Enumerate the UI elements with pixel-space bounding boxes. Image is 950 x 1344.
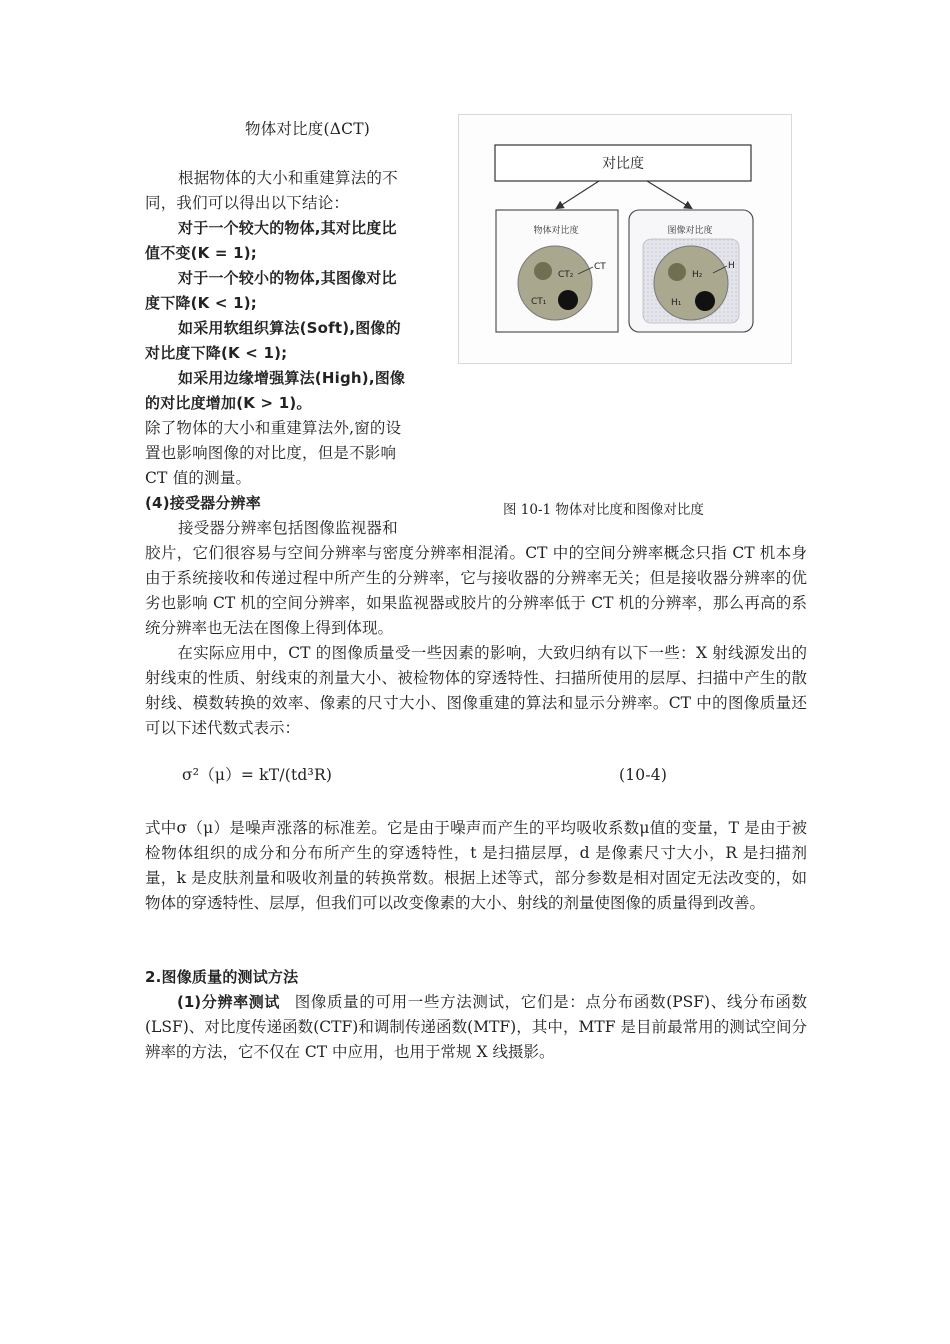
image-h1-dot [695, 291, 715, 311]
conclusion-3-line-1: 如采用软组织算法(Soft),图像的 [178, 319, 401, 337]
image-phantom-circle [654, 246, 728, 320]
conclusion-2-line-2: 度下降(K < 1); [145, 294, 257, 312]
image-h2-label: H₂ [692, 270, 703, 280]
formula-number: (10-4) [619, 766, 668, 784]
factors-text: 在实际应用中，CT 的图像质量受一些因素的影响，大致归纳有以下一些：X 射线源发出的射线束的性质、射线束的剂量大小、被检物体的穿透特性、扫描所使用的层厚、扫描中产生的散射线、模数转换的效率、像素的尺寸大小、图像重建的算法和显示分辨率。CT 中的图像质量还可以下述代数式表示： [145, 644, 807, 737]
image-contrast-box-title: 图像对比度 [667, 226, 713, 236]
object-ct2-dot [534, 262, 552, 280]
conclusion-1-line-1: 对于一个较大的物体,其对比度比 [178, 219, 397, 237]
receiver-line-1: 接受器分辨率包括图像监视器和 [178, 519, 398, 537]
conclusion-4-line-1: 如采用边缘增强算法(High),图像 [178, 369, 406, 387]
image-h1-label: H₁ [671, 298, 682, 308]
image-h-pointer-label: H [728, 261, 735, 271]
conclusion-4-line-2: 的对比度增加(K > 1)。 [145, 394, 312, 412]
object-contrast-box-title: 物体对比度 [533, 226, 579, 236]
object-phantom-circle [518, 246, 592, 320]
resolution-test-text: 图像质量的可用一些方法测试，它们是：点分布函数(PSF)、线分布函数(LSF)、对比度传递函数(CTF)和调制传递函数(MTF)，其中，MTF 是目前最常用的测试空间分辨率的方法，它不仅在 CT 中应用，也用于常规 X 线摄影。 [145, 993, 807, 1061]
image-h2-dot [668, 263, 686, 281]
arrow-left [557, 181, 599, 208]
section-4-heading: (4)接受器分辨率 [145, 494, 261, 512]
intro-line-2: 同，我们可以得出以下结论： [145, 194, 350, 212]
conclusion-3-line-2: 对比度下降(K < 1); [145, 344, 288, 362]
explanation-paragraph: 式中σ（μ）是噪声涨落的标准差。它是由于噪声而产生的平均吸收系数μ值的变量，T 是由于被检物体组织的成分和分布所产生的穿透特性，t 是扫描层厚，d 是像素尺寸大小，R 是扫描剂量，k 是皮肤剂量和吸收剂量的转换常数。根据上述等式，部分参数是相对固定无法改变的，如物体的穿透特性、层厚，但我们可以改变像素的大小、射线的剂量使图像的质量得到改善。 [145, 819, 807, 912]
object-ct-pointer-label: CT [594, 262, 606, 272]
window-line-2: 置也影响图像的对比度，但是不影响 [145, 444, 397, 462]
factors-paragraph [145, 641, 807, 741]
resolution-test-heading: (1)分辨率测试 [177, 993, 281, 1011]
arrow-right [647, 181, 691, 208]
section-2-heading: 2.图像质量的测试方法 [145, 968, 299, 986]
conclusion-1-line-2: 值不变(K = 1); [145, 244, 257, 262]
receiver-paragraph: 胶片，它们很容易与空间分辨率与密度分辨率相混淆。CT 中的空间分辨率概念只指 CT 机本身由于系统接收和传递过程中所产生的分辨率，它与接收器的分辨率无关；但是接收器分辨率的优劣也影响 CT 机的空间分辨率，如果监视器或胶片的分辨率低于 CT 机的分辨率，那么再高的系统分辨率也无法在图像上得到体现。 [145, 544, 807, 637]
conclusion-2-line-1: 对于一个较小的物体,其图像对比 [178, 269, 397, 287]
contrast-top-label: 对比度 [602, 156, 644, 172]
window-line-1: 除了物体的大小和重建算法外,窗的设 [145, 419, 402, 437]
object-ct2-label: CT₂ [558, 270, 574, 280]
contrast-figure [458, 114, 792, 364]
window-line-3: CT 值的测量。 [145, 469, 252, 487]
object-ct1-dot [558, 290, 578, 310]
contrast-diagram [459, 115, 791, 363]
resolution-test-paragraph [145, 990, 807, 1065]
formula: σ²（μ）= kT/(td³R) [182, 766, 333, 784]
figure-caption: 图 10-1 物体对比度和图像对比度 [503, 502, 704, 518]
object-ct1-label: CT₁ [531, 297, 547, 307]
intro-line-1: 根据物体的大小和重建算法的不 [178, 169, 398, 187]
object-contrast-heading: 物体对比度(ΔCT) [245, 120, 370, 138]
